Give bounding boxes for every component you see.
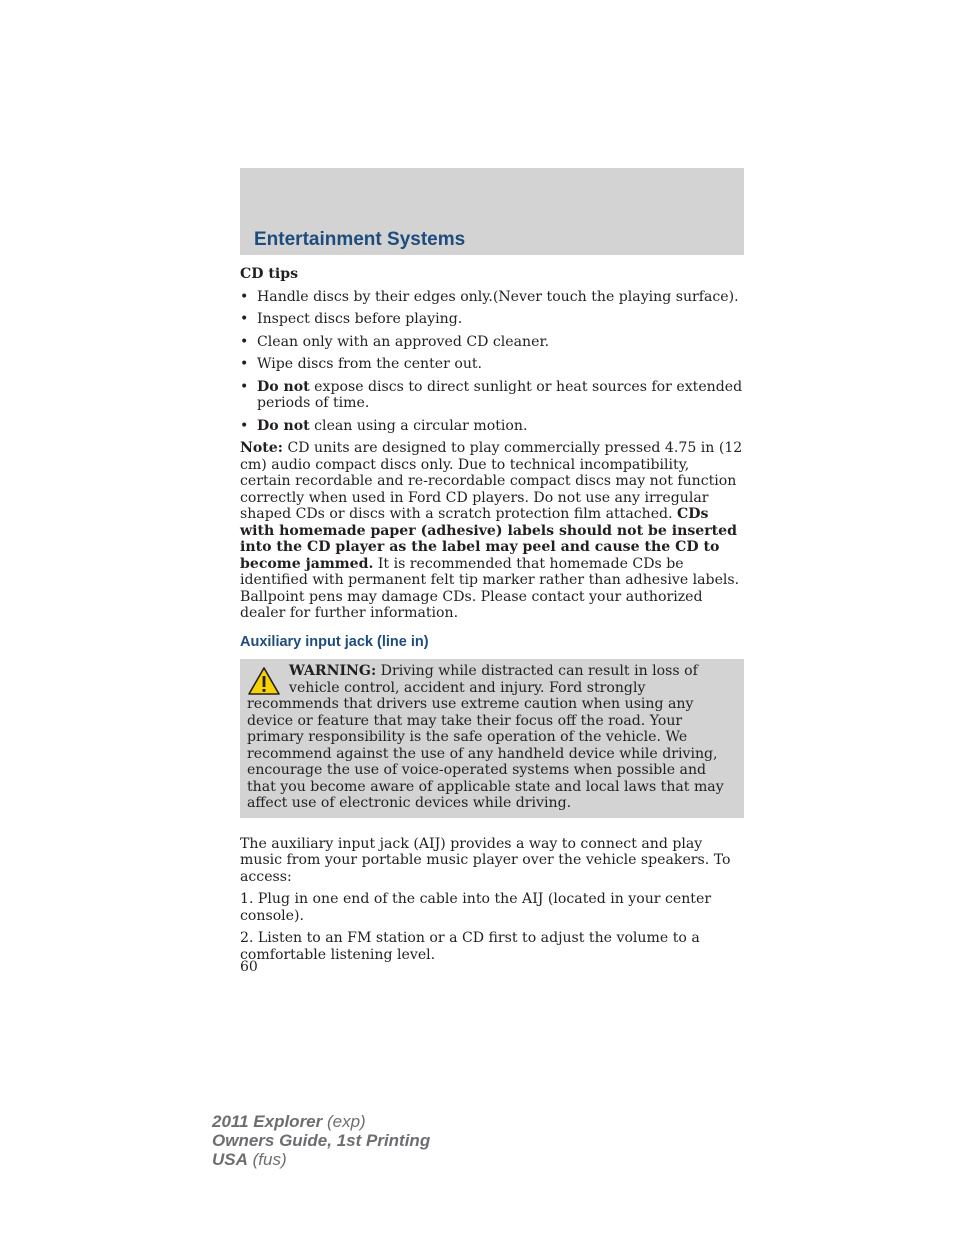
warning-label: WARNING: xyxy=(289,663,377,679)
bullet-icon: • xyxy=(240,288,249,305)
list-item: • Do not expose discs to direct sunlight or heat sources for extended periods of time. xyxy=(240,378,743,411)
section-title: Entertainment Systems xyxy=(254,229,466,250)
aux-step: 2. Listen to an FM station or a CD first to adjust the volume to a comfortable listening level. xyxy=(240,930,700,963)
page-number: 60 xyxy=(240,959,258,975)
cd-tips-list xyxy=(240,289,744,435)
list-item: • Inspect discs before playing. xyxy=(240,311,463,327)
cd-note-paragraph: Note: CD units are designed to play commercially pressed 4.75 in (12 cm) audio compact discs only. Due to technical incompatibility, certain recordable and re-recordable compact discs may not function correctly when used in Ford CD players. Do not use any irregular shaped CDs or discs with a scratch protection film attached. CDs with homemade paper (adhesive) labels should not be inserted into the CD player as the label may peel and cause the CD to become jammed. It is recommended that homemade CDs be identified with permanent felt tip marker rather than adhesive labels. Ballpoint pens may damage CDs. Please contact your authorized dealer for further information. xyxy=(240,440,743,621)
list-item: • Clean only with an approved CD cleaner. xyxy=(240,333,550,350)
bullet-icon: • xyxy=(240,378,249,395)
page-content xyxy=(240,266,744,969)
cd-tips-heading: CD tips xyxy=(240,266,298,282)
aux-step: 1. Plug in one end of the cable into the AIJ (located in your center console). xyxy=(240,891,712,924)
bullet-icon: • xyxy=(240,356,249,372)
aux-intro-paragraph: The auxiliary input jack (AIJ) provides a way to connect and play music from your portable music player over the vehicle speakers. To access: xyxy=(240,835,731,885)
list-item: • Handle discs by their edges only.(Never touch the playing surface). xyxy=(240,288,739,305)
list-item: • Do not clean using a circular motion. xyxy=(240,417,528,434)
warning-text: Driving while distracted can result in loss of vehicle control, accident and injury. Ford strongly recommends that drivers use extreme caution when using any device or feature that may take their focus off the road. Your primary responsibility is the safe operation of the vehicle. We recommend against the use of any handheld device while driving, encourage the use of voice-operated systems when possible and that you become aware of applicable state and local laws that may affect use of electronic devices while driving. xyxy=(247,663,724,811)
bullet-icon: • xyxy=(240,333,249,350)
warning-box xyxy=(240,659,744,818)
list-item: • Wipe discs from the center out. xyxy=(240,356,483,372)
bullet-icon: • xyxy=(240,417,249,434)
warning-triangle-icon xyxy=(247,666,281,696)
document-footer: 2011 Explorer (exp) Owners Guide, 1st Printing USA (fus) xyxy=(212,1112,431,1169)
bullet-icon: • xyxy=(240,311,249,327)
section-header-band xyxy=(240,168,744,255)
aux-input-heading: Auxiliary input jack (line in) xyxy=(240,633,429,650)
